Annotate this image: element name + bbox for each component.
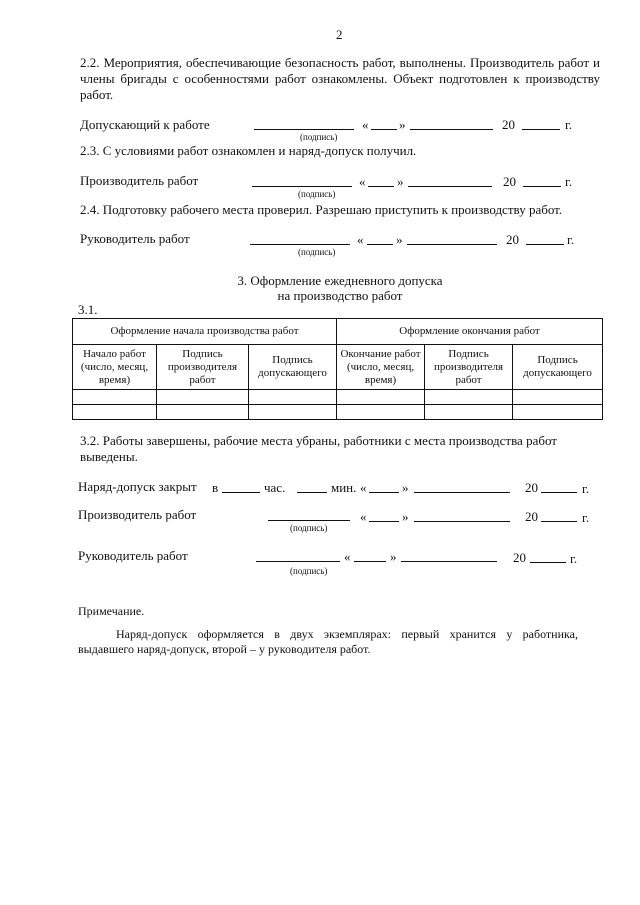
supervisor-label-1: Руководитель работ: [80, 231, 190, 246]
table-cell[interactable]: [425, 390, 513, 405]
foreman-date-year-1: 20: [503, 174, 516, 189]
closed-date-quote-close: »: [402, 480, 409, 495]
section-3-title-line2: на производство работ: [277, 288, 403, 303]
foreman-signature-line-1: [252, 186, 352, 187]
closed-label: Наряд-допуск закрыт: [78, 479, 197, 494]
foreman-date-year-line-1: [523, 186, 561, 187]
supervisor-date-day-line-2: [354, 561, 386, 562]
supervisor-date-year-2: 20: [513, 550, 526, 565]
closed-date-day-line: [369, 492, 399, 493]
admitter-date-g: г.: [565, 117, 573, 132]
foreman-signature-caption-2: (подпись): [290, 523, 328, 533]
foreman-date-year-line-2: [541, 521, 577, 522]
foreman-label-2: Производитель работ: [78, 507, 197, 522]
closed-minutes-label: мин.: [331, 480, 357, 495]
subsection-3-1-label: 3.1.: [78, 302, 98, 317]
table-row: [73, 390, 603, 405]
supervisor-label-2: Руководитель работ: [78, 548, 188, 563]
column-header-start-foreman-signature: Подпись производителя работ: [157, 345, 249, 390]
table-row: [73, 405, 603, 420]
column-header-start-admitter-signature: Подпись допускающего: [249, 345, 337, 390]
table-cell[interactable]: [513, 405, 603, 420]
table-cell[interactable]: [337, 390, 425, 405]
section-3-title-line1: 3. Оформление ежедневного допуска: [237, 273, 443, 288]
column-header-end-admitter-signature: Подпись допускающего: [513, 345, 603, 390]
supervisor-date-month-line-1: [407, 244, 497, 245]
table-group-header-row: [73, 319, 603, 345]
closed-date-g: г.: [582, 481, 590, 496]
supervisor-date-quote-open-2: «: [344, 549, 351, 564]
table-cell[interactable]: [337, 405, 425, 420]
closed-hours-label: час.: [264, 480, 286, 495]
closed-v: в: [212, 480, 219, 495]
supervisor-date-day-line-1: [367, 244, 393, 245]
paragraph-2-2: 2.2. Мероприятия, обеспечивающие безопасность работ, выполнены. Производитель работ и члены бригады с особенностями работ ознакомлены. Объект подготовлен к производству работ.: [80, 55, 600, 102]
supervisor-signature-caption-1: (подпись): [298, 247, 336, 257]
admitter-date-day-line: [371, 129, 397, 130]
column-header-start-date: Начало работ (число, месяц, время): [73, 345, 157, 390]
closed-date-quote-open: «: [360, 480, 367, 495]
foreman-date-day-line-1: [368, 186, 394, 187]
closed-date-year-line: [541, 492, 577, 493]
admitter-date-quote-close: »: [399, 117, 406, 132]
foreman-date-month-line-1: [408, 186, 492, 187]
admitter-date-quote-open: «: [362, 117, 369, 132]
supervisor-date-year-line-1: [526, 244, 564, 245]
foreman-signature-caption-1: (подпись): [298, 189, 336, 199]
supervisor-date-month-line-2: [401, 561, 497, 562]
admitter-date-year-line: [522, 129, 560, 130]
foreman-date-quote-open-1: «: [359, 174, 366, 189]
admitter-date-month-line: [410, 129, 493, 130]
foreman-date-year-2: 20: [525, 509, 538, 524]
admitter-label: Допускающий к работе: [80, 117, 210, 132]
closed-date-month-line: [414, 492, 510, 493]
supervisor-date-g-2: г.: [570, 551, 578, 566]
foreman-date-quote-close-1: »: [397, 174, 404, 189]
table-cell[interactable]: [425, 405, 513, 420]
admitter-date-year: 20: [502, 117, 515, 132]
table-cell[interactable]: [73, 405, 157, 420]
foreman-date-g-1: г.: [565, 174, 573, 189]
supervisor-signature-line-1: [250, 244, 350, 245]
column-header-end-foreman-signature: Подпись производителя работ: [425, 345, 513, 390]
note-text: Наряд-допуск оформляется в двух экземплярах: первый хранится у работника, выдавшего наряд-допуск, второй – у руководителя работ.: [78, 627, 578, 656]
group-header-start: Оформление начала производства работ: [73, 319, 337, 345]
supervisor-signature-caption-2: (подпись): [290, 566, 328, 576]
supervisor-date-year-line-2: [530, 562, 566, 563]
table-column-header-row: [73, 345, 603, 390]
table-cell[interactable]: [157, 405, 249, 420]
supervisor-signature-line-2: [256, 561, 340, 562]
group-header-end: Оформление окончания работ: [337, 319, 603, 345]
admitter-signature-caption: (подпись): [300, 132, 338, 142]
note-title: Примечание.: [78, 604, 145, 618]
daily-admission-table: [72, 318, 603, 420]
closed-hours-line: [222, 492, 260, 493]
foreman-date-quote-open-2: «: [360, 509, 367, 524]
paragraph-2-3: 2.3. С условиями работ ознакомлен и наряд-допуск получил.: [80, 143, 417, 158]
closed-date-year: 20: [525, 480, 538, 495]
admitter-signature-line: [254, 129, 354, 130]
table-cell[interactable]: [513, 390, 603, 405]
foreman-date-quote-close-2: »: [402, 509, 409, 524]
page-number: 2: [336, 27, 343, 42]
foreman-date-day-line-2: [369, 521, 399, 522]
foreman-signature-line-2: [268, 520, 350, 521]
paragraph-3-2: 3.2. Работы завершены, рабочие места убраны, работники с места производства работ выведены.: [80, 433, 557, 464]
supervisor-date-g-1: г.: [567, 232, 575, 247]
foreman-date-g-2: г.: [582, 510, 590, 525]
table-cell[interactable]: [249, 390, 337, 405]
table-cell[interactable]: [249, 405, 337, 420]
supervisor-date-quote-open-1: «: [357, 232, 364, 247]
column-header-end-date: Окончание работ (число, месяц, время): [337, 345, 425, 390]
supervisor-date-quote-close-2: »: [390, 549, 397, 564]
supervisor-date-quote-close-1: »: [396, 232, 403, 247]
foreman-label-1: Производитель работ: [80, 173, 199, 188]
foreman-date-month-line-2: [414, 521, 510, 522]
table-cell[interactable]: [73, 390, 157, 405]
table-cell[interactable]: [157, 390, 249, 405]
supervisor-date-year-1: 20: [506, 232, 519, 247]
closed-minutes-line: [297, 492, 327, 493]
paragraph-2-4: 2.4. Подготовку рабочего места проверил. Разрешаю приступить к производству работ.: [80, 202, 563, 217]
